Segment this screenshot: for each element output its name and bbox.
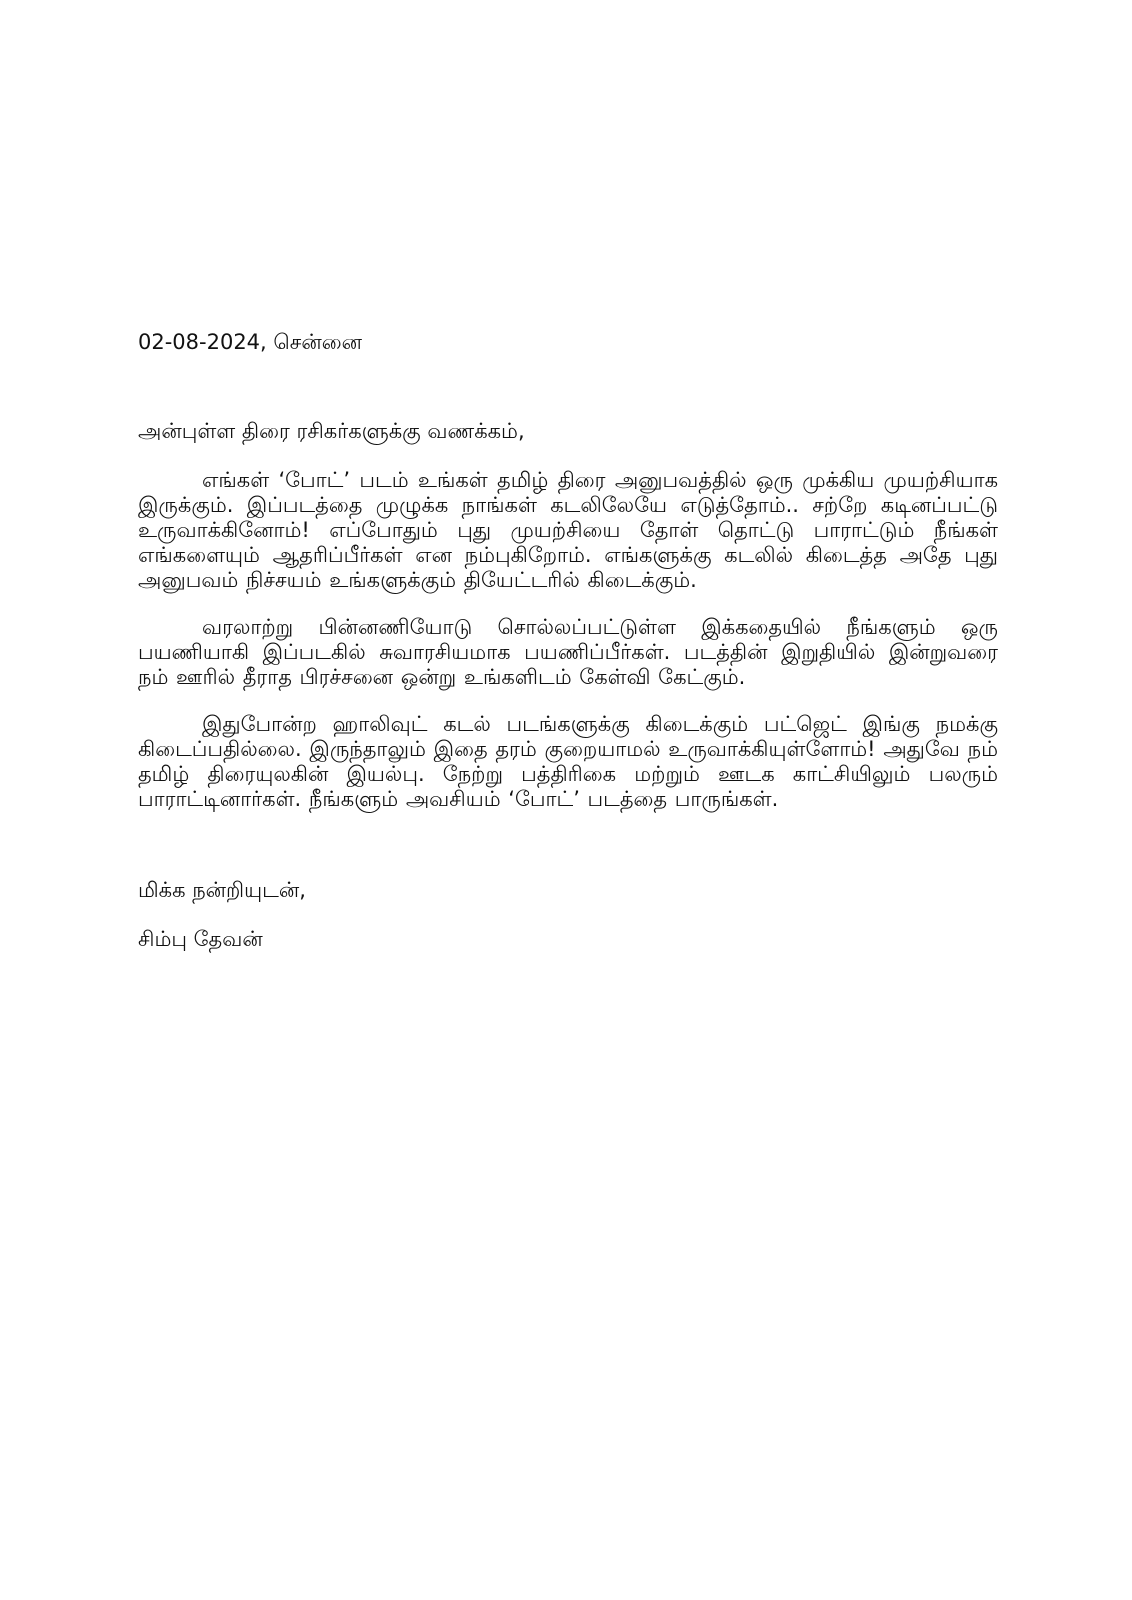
letter-closing: மிக்க நன்றியுடன், <box>138 878 306 902</box>
letter-paragraph-1: எங்கள் ‘போட்’ படம் உங்கள் தமிழ் திரை அனுபவத்தில் ஒரு முக்கிய முயற்சியாக இருக்கும். இப்படத்தை முழுக்க நாங்கள் கடலிலேயே எடுத்தோம்.. சற்றே கடினப்பட்டு உருவாக்கினோம்! எப்போதும் புது முயற்சியை தோள் தொட்டு பாராட்டும் நீங்கள் எங்களையும் ஆதரிப்பீர்கள் என நம்புகிறோம். எங்களுக்கு கடலில் கிடைத்த அதே புது அனுபவம் நிச்சயம் உங்களுக்கும் தியேட்டரில் கிடைக்கும். <box>138 468 998 592</box>
letter-paragraph-3: இதுபோன்ற ஹாலிவுட் கடல் படங்களுக்கு கிடைக்கும் பட்ஜெட் இங்கு நமக்கு கிடைப்பதில்லை. இருந்தாலும் இதை தரம் குறையாமல் உருவாக்கியுள்ளோம்! அதுவே நம் தமிழ் திரையுலகின் இயல்பு. நேற்று பத்திரிகை மற்றும் ஊடக காட்சியிலும் பலரும் பாராட்டினார்கள். நீங்களும் அவசியம் ‘போட்’ படத்தை பாருங்கள். <box>138 712 998 811</box>
letter-body <box>138 330 998 952</box>
letter-paragraph-2: வரலாற்று பின்னணியோடு சொல்லப்பட்டுள்ள இக்கதையில் நீங்களும் ஒரு பயணியாகி இப்படகில் சுவாரசியமாக பயணிப்பீர்கள். படத்தின் இறுதியில் இன்றுவரை நம் ஊரில் தீராத பிரச்சனை ஒன்று உங்களிடம் கேள்வி கேட்கும். <box>138 615 998 689</box>
letter-salutation: அன்புள்ள திரை ரசிகர்களுக்கு வணக்கம், <box>138 419 525 443</box>
letter-date-place: 02-08-2024, சென்னை <box>138 330 362 354</box>
letter-signature: சிம்பு தேவன் <box>138 927 263 951</box>
